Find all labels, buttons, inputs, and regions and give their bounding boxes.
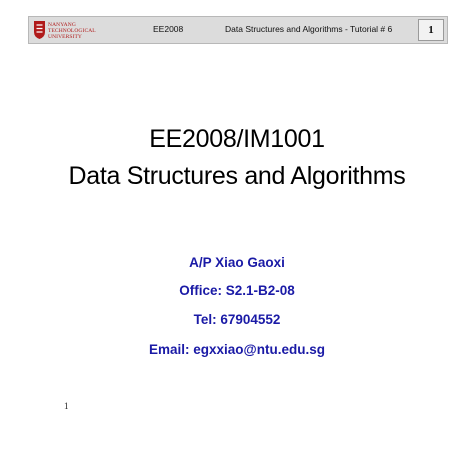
slide-header-bar [28,16,448,44]
header-course-code: EE2008 [153,24,184,34]
header-page-number: 1 [418,19,444,41]
slide-footer-number: 1 [64,401,69,411]
lecturer-name: A/P Xiao Gaoxi [189,255,285,270]
ntu-logo-icon [33,20,46,40]
logo-text-line2: TECHNOLOGICAL [48,28,96,34]
logo-text [48,22,96,40]
slide-title-course: EE2008/IM1001 [149,125,325,153]
logo-text-line3: UNIVERSITY [48,34,82,40]
header-tutorial-title: Data Structures and Algorithms - Tutorial # 6 [225,24,393,34]
office-location: Office: S2.1-B2-08 [179,283,295,298]
ntu-logo [33,20,96,42]
email-address: Email: egxxiao@ntu.edu.sg [149,342,325,357]
logo-text-line1: NANYANG [48,22,76,28]
slide-title-name: Data Structures and Algorithms [68,162,406,190]
telephone-number: Tel: 67904552 [193,312,281,327]
